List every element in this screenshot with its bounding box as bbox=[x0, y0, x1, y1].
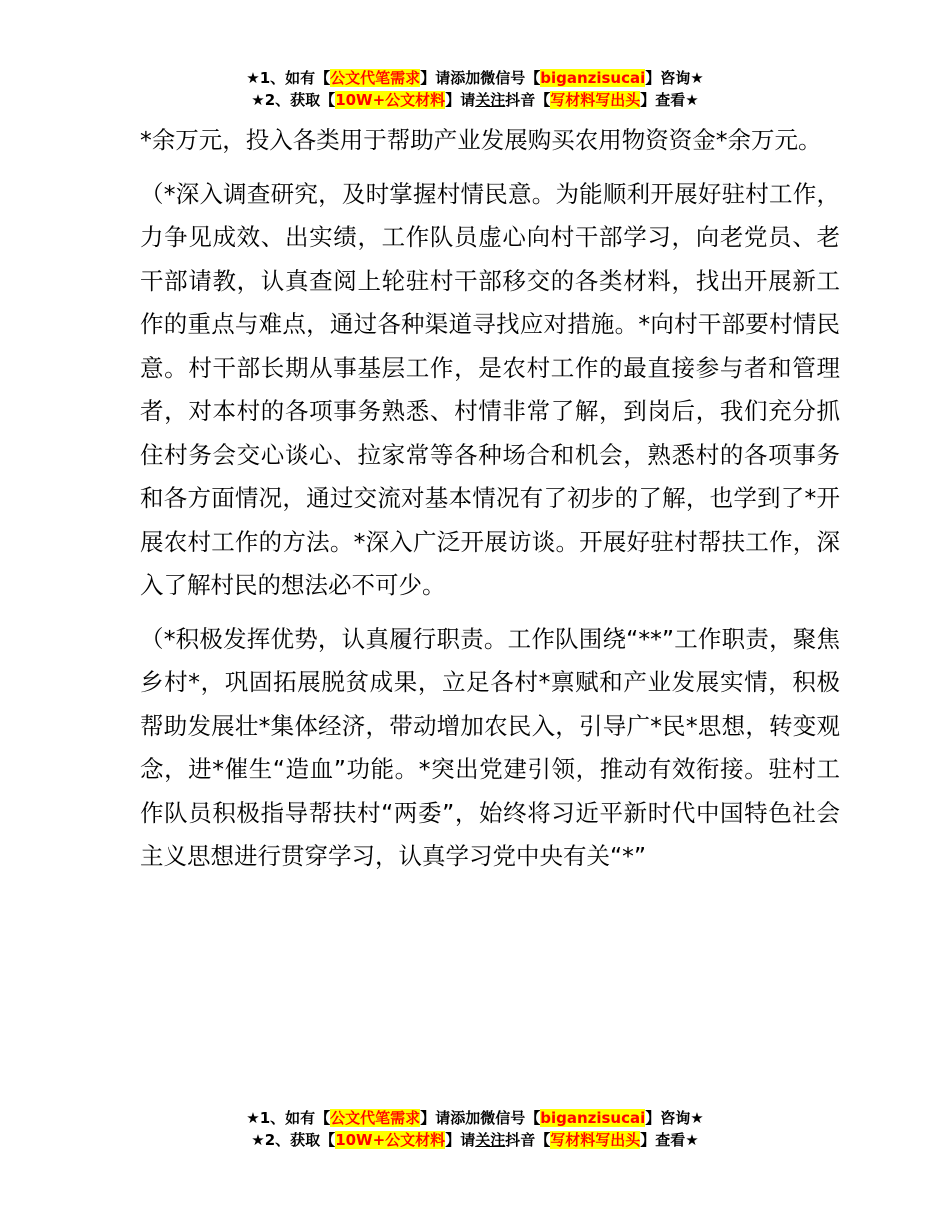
promo-highlight-douyin: 写材料写出头 bbox=[550, 1131, 641, 1149]
body-paragraph: （*深入调查研究，及时掌握村情民意。为能顺利开展好驻村工作，力争见成效、出实绩，工作队员虚心向村干部学习，向老党员、老干部请教，认真查阅上轮驻村干部移交的各类材料，找出开展新工作的重点与难点，通过各种渠道寻找应对措施。*向村干部要村情民意。村干部长期从事基层工作，是农村工作的最直接参与者和管理者，对本村的各项事务熟悉、村情非常了解，到岗后，我们充分抓住村务会交心谈心、拉家常等各种场合和机会，熟悉村的各项事务和各方面情况，通过交流对基本情况有了初步的了解，也学到了*开展农村工作的方法。*深入广泛开展访谈。开展好驻村帮扶工作，深入了解村民的想法必不可少。 bbox=[140, 179, 840, 599]
promo-highlight-wechat-id: biganzisucai bbox=[540, 69, 646, 87]
promo-text: ★2、获取【 bbox=[251, 91, 336, 109]
promo-text: ★2、获取【 bbox=[251, 1131, 336, 1149]
promo-highlight: 10W+公文材料 bbox=[335, 91, 446, 109]
promo-text: 抖音【 bbox=[505, 1131, 551, 1149]
promo-highlight: 公文代笔需求 bbox=[330, 1109, 421, 1127]
promo-text: 抖音【 bbox=[505, 91, 551, 109]
document-body bbox=[140, 119, 840, 879]
promo-text: ★1、如有【 bbox=[246, 1109, 331, 1127]
promo-underlined: 关注 bbox=[475, 91, 506, 109]
body-paragraph: *余万元，投入各类用于帮助产业发展购买农用物资资金*余万元。 bbox=[140, 126, 822, 154]
promo-line-1 bbox=[0, 1107, 950, 1129]
promo-text: 】咨询★ bbox=[645, 1109, 704, 1127]
promo-highlight-douyin: 写材料写出头 bbox=[550, 91, 641, 109]
promo-text: 】请 bbox=[445, 1131, 476, 1149]
promo-text: 】查看★ bbox=[640, 1131, 699, 1149]
promo-text: 】查看★ bbox=[640, 91, 699, 109]
promo-text: 】请添加微信号【 bbox=[420, 69, 541, 87]
promo-line-1 bbox=[0, 67, 950, 89]
promo-line-2 bbox=[0, 1129, 950, 1151]
promo-highlight: 10W+公文材料 bbox=[335, 1131, 446, 1149]
promo-highlight-wechat-id: biganzisucai bbox=[540, 1109, 646, 1127]
promo-text: 】请添加微信号【 bbox=[420, 1109, 541, 1127]
promo-text: 】咨询★ bbox=[645, 69, 704, 87]
promo-header bbox=[0, 67, 950, 111]
promo-line-2 bbox=[0, 89, 950, 111]
promo-highlight: 公文代笔需求 bbox=[330, 69, 421, 87]
promo-underlined: 关注 bbox=[475, 1131, 506, 1149]
promo-text: 】请 bbox=[445, 91, 476, 109]
promo-text: ★1、如有【 bbox=[246, 69, 331, 87]
body-paragraph: （*积极发挥优势，认真履行职责。工作队围绕“**”工作职责，聚焦乡村*，巩固拓展脱贫成果，立足各村*禀赋和产业发展实情，积极帮助发展壮*集体经济，带动增加农民入，引导广*民*思想，转变观念，进*催生“造血”功能。*突出党建引领，推动有效衔接。驻村工作队员积极指导帮扶村“两委”，始终将习近平新时代中国特色社会主义思想进行贯穿学习，认真学习党中央有关“*” bbox=[140, 624, 840, 870]
promo-footer bbox=[0, 1107, 950, 1151]
